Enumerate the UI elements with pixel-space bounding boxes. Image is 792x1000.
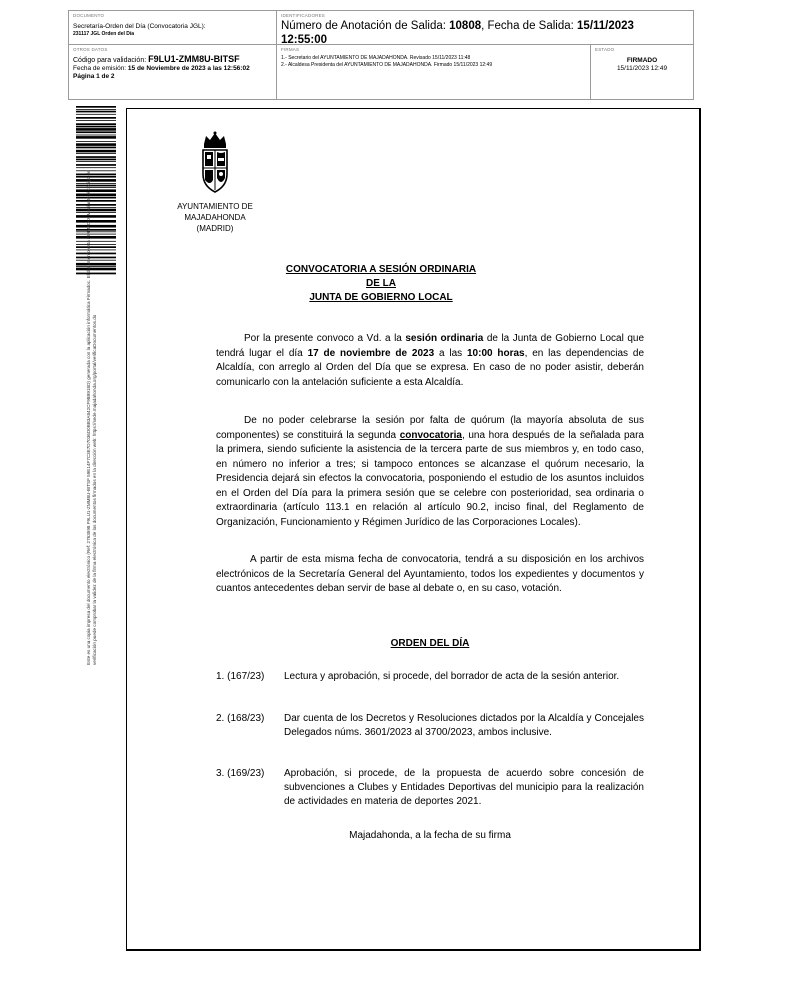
agenda-item-number: 1. (167/23) <box>216 671 265 682</box>
estado-label: ESTADO <box>595 47 615 52</box>
otros-label: OTROS DATOS <box>73 47 108 52</box>
side-note-line-1: Este es una copia impresa del documento electrónico (Ref: 2763598 F9LU1-ZMM8U-BITSF 59E14F7C3E7D7036D0BB3A842CF98B918D) generada con la aplicación informática Firmadoc. El documento está FIRMADO. Mediante el código de <box>86 170 91 665</box>
document-title-line-1: CONVOCATORIA A SESIÓN ORDINARIA <box>285 264 477 275</box>
p2-text-c: , una hora después de la señalada para la primera, siendo suficiente la asistencia de la tercera parte de sus miembros y, en todo caso, en número no inferior a tres; si tampoco entonces se alcanzase el quórum necesario, la Presidencia dejará sin efectos la convocatoria, posponiendo el estudio de los asuntos incluidos en el Orden del Día para la primera sesión que se celebre con posterioridad, sea ordinaria o extraordinaria (artículo 113.1 en relación al artículo 90.2, inciso final, del Reglamento de Organización, Funcionamiento y Régimen Jurídico de las Corporaciones Locales). <box>216 429 644 528</box>
hora-salida: 12:55:00 <box>281 34 328 46</box>
paragraph-quorum <box>216 414 644 530</box>
documento-label: DOCUMENTO <box>73 13 105 18</box>
majadahonda-coat-of-arms-icon <box>194 130 236 196</box>
firma-2: 2.- Alcaldesa Presidenta del AYUNTAMIENTO DE MAJADAHONDA. Firmado 15/11/2023 12:49 <box>281 61 493 68</box>
firma-1: 1.- Secretario del AYUNTAMIENTO DE MAJADAHONDA. Revisado 15/11/2023 11:48 <box>281 55 471 61</box>
identificadores-label: IDENTIFICADORES <box>281 13 326 18</box>
documento-subname: 231117 JGL Orden del Día <box>73 31 135 37</box>
p1-text-e: a las <box>434 347 467 359</box>
agenda-item-number: 3. (169/23) <box>216 768 265 779</box>
documento-cell <box>69 11 277 45</box>
codigo-validacion: F9LU1-ZMM8U-BITSF <box>148 54 240 64</box>
agenda-item-text: Dar cuenta de los Decretos y Resoluciones dictados por la Alcaldía y Concejales Delegados núms. 3601/2023 al 3700/2023, ambos inclusive. <box>284 713 644 738</box>
p3-text: A partir de esta misma fecha de convocatoria, tendrá a su disposición en los archivos electrónicos de la Secretaría General del Ayuntamiento, todos los expedientes y documentos y cuantos antecedentes deban servir de base al debate o, en su caso, votación. <box>216 554 644 594</box>
document-header <box>68 10 694 100</box>
agenda-item-3 <box>216 767 644 809</box>
document-title-line-2: DE LA <box>366 278 396 289</box>
agenda-item-2 <box>216 712 644 740</box>
p1-text-g: , en las dependencias de Alcaldía, con arreglo al Orden del Día que se expresa. En caso de no poder asistir, deberán comunicarlo con la antelación suficiente a esta Alcaldía. <box>216 347 645 388</box>
emision-line <box>73 65 272 73</box>
agenda-item-text: Aprobación, si procede, de la propuesta de acuerdo sobre concesión de subvenciones a Clubes y Entidades Deportivas del municipio para la realización de actividades en materia de deportes 2021. <box>284 768 644 807</box>
orden-del-dia-title: ORDEN DEL DÍA <box>390 638 470 649</box>
anotacion-prefix: Número de Anotación de Salida: <box>281 20 450 32</box>
document-title-line-3: JUNTA DE GOBIERNO LOCAL <box>309 292 453 303</box>
p2-text-a: De no poder celebrarse la sesión por falta de quórum (la mayoría absoluta de sus componentes) se constituirá la segunda <box>216 415 644 441</box>
agenda-item-number: 2. (168/23) <box>216 713 265 724</box>
fecha-salida: 15/11/2023 <box>577 20 634 32</box>
agenda-item-text: Lectura y aprobación, si procede, del borrador de acta de la sesión anterior. <box>284 671 620 682</box>
p1-text-c: de la Junta de Gobierno Local que tendrá lugar el día <box>216 333 645 359</box>
estado-cell <box>591 45 693 99</box>
ayuntamiento-line-1: AYUNTAMIENTO DE <box>177 202 253 211</box>
page-count: Página 1 de 2 <box>73 73 115 80</box>
anotacion-number: 10808 <box>449 20 482 32</box>
firmas-cell <box>277 45 591 99</box>
otros-datos-cell <box>69 45 277 99</box>
side-note-line-2: verificación puede comprobar la validez de la firma electrónica de los documentos firmados en la dirección web: https://sede.majadahonda.org/portal/verificaDocumentos.do <box>92 314 97 665</box>
fecha-prefix: , Fecha de Salida: <box>481 20 578 32</box>
codigo-prefix: Código para validación: <box>73 57 149 64</box>
estado-value: FIRMADO <box>626 57 658 64</box>
paragraph-disposicion <box>216 553 644 597</box>
ayuntamiento-line-3: (MADRID) <box>196 224 234 233</box>
p1-fecha: 17 de noviembre de 2023 <box>307 347 435 359</box>
firmas-label: FIRMAS <box>281 47 300 52</box>
ayuntamiento-block <box>158 201 272 234</box>
side-verification-note <box>86 0 98 665</box>
emision-prefix: Fecha de emisión: <box>73 65 128 72</box>
p2-convocatoria: convocatoria <box>399 429 462 441</box>
codigo-line <box>73 55 272 65</box>
closing-line: Majadahonda, a la fecha de su firma <box>349 830 511 841</box>
p1-sesion-ordinaria: sesión ordinaria <box>405 333 484 344</box>
documento-name: Secretaría-Orden del Día (Convocatoria JGL): <box>73 23 206 30</box>
agenda-item-1 <box>216 670 644 684</box>
estado-date: 15/11/2023 12:49 <box>616 65 668 72</box>
ayuntamiento-line-2: MAJADAHONDA <box>184 213 246 222</box>
p1-text-a: Por la presente convoco a Vd. a la <box>244 333 406 344</box>
identificadores-cell <box>277 11 693 45</box>
anotacion-line <box>281 19 689 33</box>
paragraph-convocatoria <box>216 332 644 390</box>
p1-hora: 10:00 horas <box>466 347 525 359</box>
emision-date: 15 de Noviembre de 2023 a las 12:56:02 <box>127 65 250 72</box>
